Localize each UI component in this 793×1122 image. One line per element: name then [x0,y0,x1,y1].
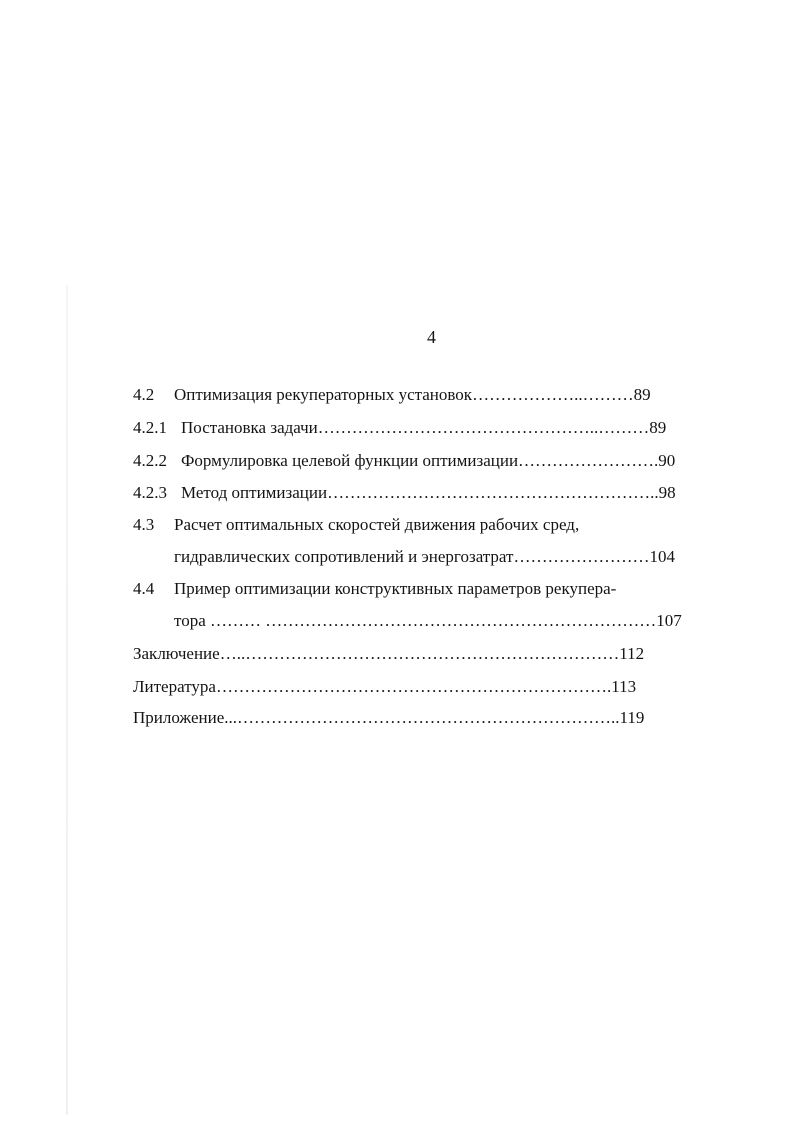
page-number: 4 [427,327,436,347]
toc-entry [133,450,675,472]
toc-entry [133,514,579,536]
toc-entry [133,676,636,698]
toc-entry [133,417,666,439]
scan-edge-shadow [66,285,68,1115]
toc-entry-text: Пример оптимизации конструктивных параметров рекупера- [174,579,617,598]
toc-entry-number: 4.2.2 [133,451,167,470]
toc-entry-number: 4.3 [133,515,155,534]
toc-entry-number: 4.4 [133,579,155,598]
toc-entry [133,384,651,406]
toc-entry-text: Литература…………………………………………………………….113 [133,677,637,696]
toc-entry-continuation: гидравлических сопротивлений и энергозатрат……………………104 [174,547,675,566]
toc-entry-text: Формулировка целевой функции оптимизации…………………….90 [181,451,676,470]
toc-entry-number: 4.2.1 [133,418,167,437]
toc-entry [133,643,644,665]
toc-entry-text: Оптимизация рекуператорных установок………………..………89 [174,385,651,404]
toc-entry [133,707,644,729]
toc-entry-text: Метод оптимизации…………………………………………………..98 [181,483,676,502]
toc-entry-number: 4.2.3 [133,483,167,502]
toc-entry [133,482,676,504]
toc-entry-text: Приложение...…………………………………………………………..119 [133,708,645,727]
toc-entry-text: Постановка задачи…………………………………………..………89 [181,418,667,437]
toc-entry-text: Заключение…..…………………………………………………………112 [133,644,645,663]
toc-entry [133,578,616,600]
toc-entry-continuation: тора ……… ……………………………………………………………107 [174,611,682,630]
toc-entry-number: 4.2 [133,385,155,404]
toc-entry-text: Расчет оптимальных скоростей движения рабочих сред, [174,515,580,534]
